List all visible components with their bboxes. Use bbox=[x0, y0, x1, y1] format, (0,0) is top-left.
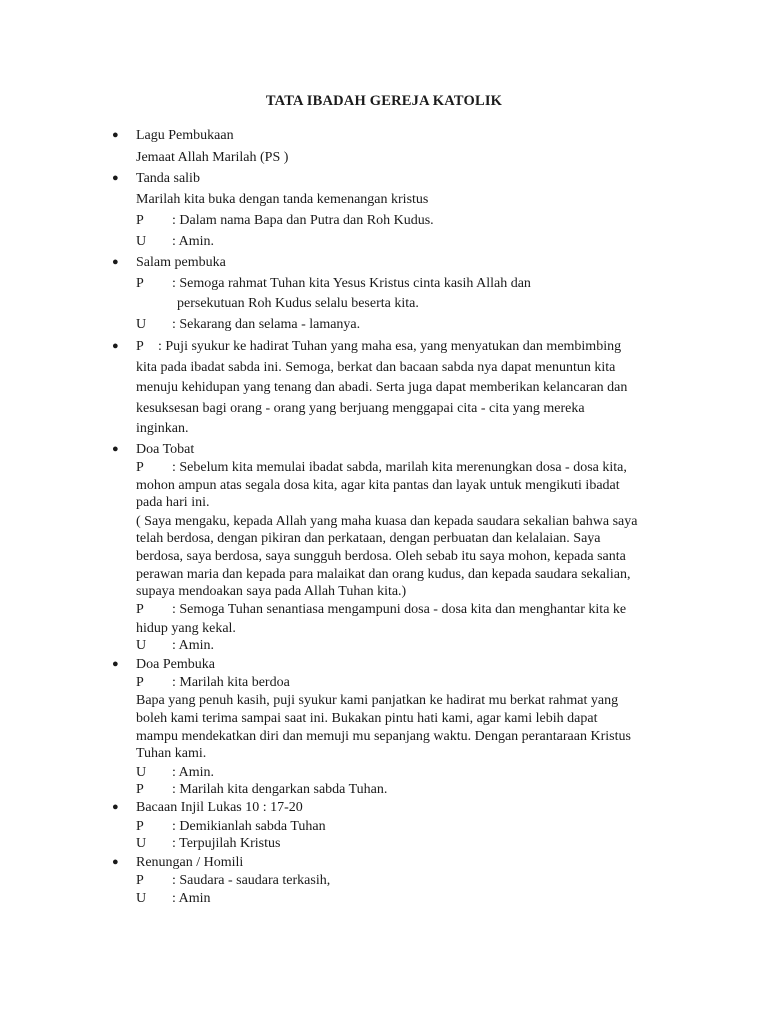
speaker-label: P bbox=[136, 819, 144, 834]
speaker-label: P bbox=[136, 602, 144, 617]
dialog-text: : Puji syukur ke hadirat Tuhan yang maha esa, yang menyatukan dan membimbing bbox=[158, 339, 622, 354]
dialog-text: : Amin bbox=[172, 891, 211, 906]
speaker-label: P bbox=[136, 460, 144, 475]
bullet-icon: ● bbox=[112, 340, 119, 352]
speaker-label: U bbox=[136, 638, 147, 653]
dialog-line bbox=[136, 764, 214, 781]
section-heading-renungan: Renungan / Homili bbox=[136, 855, 244, 870]
section-heading-bacaan-injil: Bacaan Injil Lukas 10 : 17-20 bbox=[136, 800, 303, 815]
dialog-line bbox=[136, 872, 330, 889]
speaker-label: U bbox=[136, 317, 147, 332]
bullet-icon: ● bbox=[112, 856, 119, 868]
bullet-icon: ● bbox=[112, 443, 119, 455]
text-line: Tuhan kami. bbox=[136, 746, 207, 761]
text-line: hidup yang kekal. bbox=[136, 621, 236, 636]
section-heading-lagu: Lagu Pembukaan bbox=[136, 128, 234, 143]
dialog-line bbox=[136, 459, 627, 476]
dialog-line bbox=[136, 316, 360, 333]
dialog-line bbox=[136, 674, 290, 691]
text-line: mohon ampun atas segala dosa kita, agar kita pantas dan layak untuk mengikuti ibadat bbox=[136, 478, 620, 493]
bullet-icon: ● bbox=[112, 256, 119, 268]
speaker-label: U bbox=[136, 891, 147, 906]
speaker-label: U bbox=[136, 765, 147, 780]
dialog-text: : Saudara - saudara terkasih, bbox=[172, 873, 331, 888]
text-line: pada hari ini. bbox=[136, 495, 210, 510]
text-line: ( Saya mengaku, kepada Allah yang maha kuasa dan kepada saudara sekalian bahwa saya bbox=[136, 514, 638, 529]
text-line: menuju kehidupan yang tenang dan abadi. Serta juga dapat memberikan kelancaran dan bbox=[136, 380, 628, 395]
section-heading-tanda-salib: Tanda salib bbox=[136, 171, 200, 186]
dialog-text: : Amin. bbox=[172, 765, 215, 780]
dialog-text: : Demikianlah sabda Tuhan bbox=[172, 819, 326, 834]
text-line: perawan maria dan kepada para malaikat dan orang kudus, dan kepada saudara sekalian, bbox=[136, 567, 631, 582]
section-heading-doa-pembuka: Doa Pembuka bbox=[136, 657, 215, 672]
section-heading-doa-tobat: Doa Tobat bbox=[136, 442, 195, 457]
dialog-text: : Semoga Tuhan senantiasa mengampuni dosa - dosa kita dan menghantar kita ke bbox=[172, 602, 627, 617]
text-line: berdosa, saya berdosa, saya sungguh berdosa. Oleh sebab itu saya mohon, kepada santa bbox=[136, 549, 626, 564]
bullet-icon: ● bbox=[112, 658, 119, 670]
bullet-icon: ● bbox=[112, 801, 119, 813]
document-title: TATA IBADAH GEREJA KATOLIK bbox=[265, 93, 503, 109]
speaker-label: P bbox=[136, 782, 144, 797]
text-line: kita pada ibadat sabda ini. Semoga, berkat dan bacaan sabda nya dapat menuntun kita bbox=[136, 360, 616, 375]
dialog-line bbox=[136, 275, 531, 292]
speaker-label: P bbox=[136, 213, 144, 228]
speaker-label: P bbox=[136, 339, 144, 354]
text-line: mampu mendekatkan diri dan memuji mu sepanjang waktu. Dengan perantaraan Kristus bbox=[136, 729, 631, 744]
dialog-text: : Dalam nama Bapa dan Putra dan Roh Kudus. bbox=[172, 213, 434, 228]
speaker-label: P bbox=[136, 675, 144, 690]
speaker-label: P bbox=[136, 276, 144, 291]
text-line: supaya mendoakan saya pada Allah Tuhan kita.) bbox=[136, 584, 407, 599]
dialog-text: : Amin. bbox=[172, 638, 215, 653]
dialog-text: : Marilah kita berdoa bbox=[172, 675, 290, 690]
text-line: Marilah kita buka dengan tanda kemenangan kristus bbox=[136, 192, 429, 207]
dialog-text: : Sebelum kita memulai ibadat sabda, marilah kita merenungkan dosa - dosa kita, bbox=[172, 460, 627, 475]
dialog-text: : Terpujilah Kristus bbox=[172, 836, 281, 851]
dialog-line bbox=[136, 338, 621, 355]
dialog-line bbox=[136, 818, 326, 835]
dialog-line bbox=[136, 890, 211, 907]
dialog-line bbox=[136, 781, 387, 798]
bullet-icon: ● bbox=[112, 172, 119, 184]
bullet-icon: ● bbox=[112, 129, 119, 141]
text-line: boleh kami terima sampai saat ini. Bukakan pintu hati kami, agar kami lebih dapat bbox=[136, 711, 598, 726]
dialog-text: : Sekarang dan selama - lamanya. bbox=[172, 317, 361, 332]
text-line: persekutuan Roh Kudus selalu beserta kita. bbox=[177, 296, 419, 311]
text-line: inginkan. bbox=[136, 421, 189, 436]
text-line: telah berdosa, dengan pikiran dan perkataan, dengan perbuatan dan kelalaian. Saya bbox=[136, 531, 601, 546]
dialog-text: : Amin. bbox=[172, 234, 215, 249]
text-line: Bapa yang penuh kasih, puji syukur kami panjatkan ke hadirat mu berkat rahmat yang bbox=[136, 693, 619, 708]
speaker-label: U bbox=[136, 836, 147, 851]
dialog-line bbox=[136, 233, 214, 250]
dialog-text: : Semoga rahmat Tuhan kita Yesus Kristus cinta kasih Allah dan bbox=[172, 276, 531, 291]
text-line: kesuksesan bagi orang - orang yang berjuang menggapai cita - cita yang mereka bbox=[136, 401, 585, 416]
dialog-line bbox=[136, 601, 626, 618]
speaker-label: U bbox=[136, 234, 147, 249]
text-line: Jemaat Allah Marilah (PS ) bbox=[136, 150, 289, 165]
dialog-line bbox=[136, 212, 434, 229]
dialog-line bbox=[136, 637, 214, 654]
speaker-label: P bbox=[136, 873, 144, 888]
section-heading-salam: Salam pembuka bbox=[136, 255, 226, 270]
dialog-line bbox=[136, 835, 280, 852]
dialog-text: : Marilah kita dengarkan sabda Tuhan. bbox=[172, 782, 388, 797]
